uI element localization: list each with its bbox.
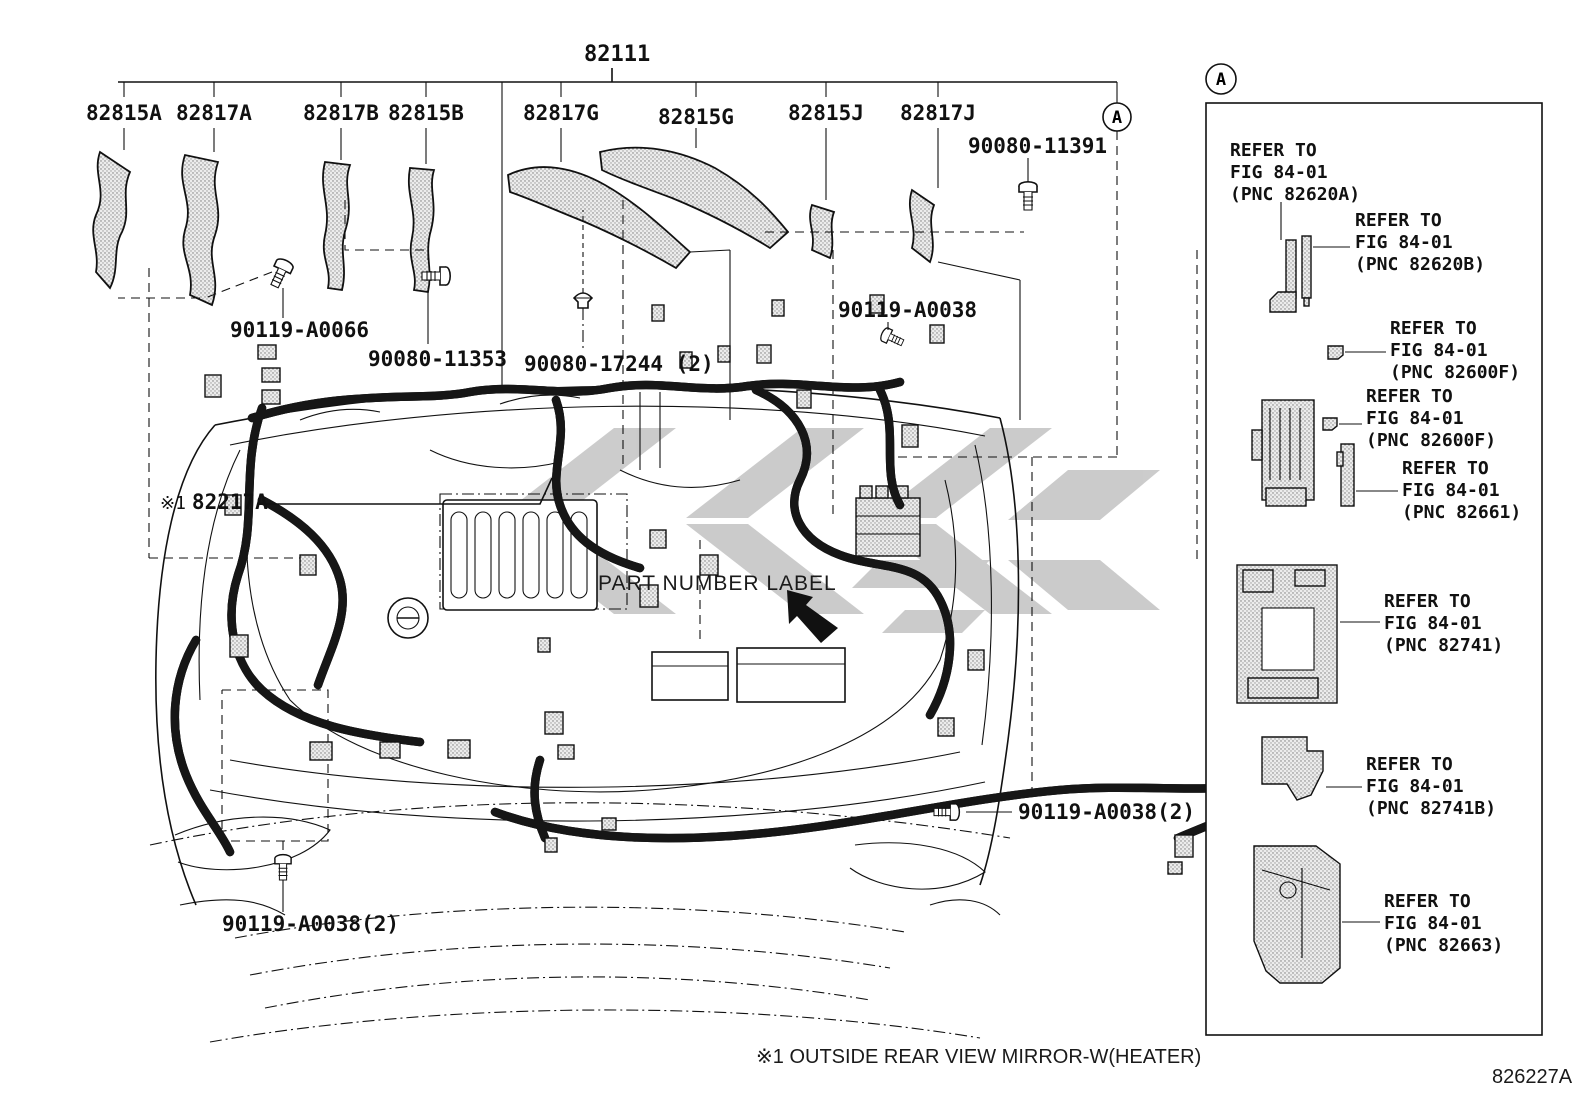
footnote-marker: ※1 <box>160 493 186 514</box>
part-label-82817A: 82817A <box>176 101 252 125</box>
bolt-icon <box>879 327 906 350</box>
refer-block-82600F-2: REFER TO FIG 84-01 (PNC 82600F) <box>1366 386 1497 451</box>
sub-harness-number: 82217A <box>191 490 268 514</box>
part-label-82817B: 82817B <box>303 101 379 125</box>
callout-90080-11391: 90080-11391 <box>968 134 1108 158</box>
callout-90119-A0038-2-right: 90119-A0038(2) <box>1018 800 1196 824</box>
main-part-number: 82111 <box>584 42 651 67</box>
detail-marker-main-letter: A <box>1111 108 1123 128</box>
part-label-82817G: 82817G <box>523 101 599 125</box>
battery <box>652 648 845 702</box>
figure-code: 826227A <box>1492 1066 1573 1088</box>
clip-icon <box>574 293 592 308</box>
part-label-82817J: 82817J <box>900 101 976 125</box>
refer-block-82741: REFER TO FIG 84-01 (PNC 82741) <box>1384 591 1504 656</box>
refer-block-82741B: REFER TO FIG 84-01 (PNC 82741B) <box>1366 754 1497 819</box>
refer-block-82620B: REFER TO FIG 84-01 (PNC 82620B) <box>1355 210 1486 275</box>
callout-82217A <box>160 490 268 514</box>
engine-cover <box>443 500 597 610</box>
part-label-82815G: 82815G <box>658 105 734 129</box>
callout-90119-A0038: 90119-A0038 <box>838 298 978 322</box>
harness-protector-parts <box>93 148 1020 420</box>
callout-90119-A0066: 90119-A0066 <box>230 318 370 342</box>
refer-block-82663: REFER TO FIG 84-01 (PNC 82663) <box>1384 891 1504 956</box>
callout-90119-A0038-2-left: 90119-A0038(2) <box>222 912 400 936</box>
oil-cap <box>388 598 428 638</box>
wiring-harness <box>175 382 1330 852</box>
detail-marker-main <box>1103 103 1131 131</box>
refer-block-82600F-1: REFER TO FIG 84-01 (PNC 82600F) <box>1390 318 1521 383</box>
part-number-label-note: PART NUMBER LABEL <box>598 572 837 595</box>
callout-90080-17244: 90080-17244 (2) <box>524 352 714 376</box>
part-label-82815A: 82815A <box>86 101 162 125</box>
part-label-82815J: 82815J <box>788 101 864 125</box>
part-label-82815B: 82815B <box>388 101 464 125</box>
refer-block-82661: REFER TO FIG 84-01 (PNC 82661) <box>1402 458 1522 523</box>
detail-panel-marker-letter: A <box>1215 70 1227 90</box>
refer-block-82620A: REFER TO FIG 84-01 (PNC 82620A) <box>1230 140 1361 205</box>
bolt-icon <box>266 257 294 290</box>
callout-90080-11353: 90080-11353 <box>368 347 508 371</box>
bolt-icon <box>1019 182 1037 210</box>
footnote: ※1 OUTSIDE REAR VIEW MIRROR-W(HEATER) <box>756 1046 1202 1068</box>
bolt-icon <box>275 855 291 880</box>
